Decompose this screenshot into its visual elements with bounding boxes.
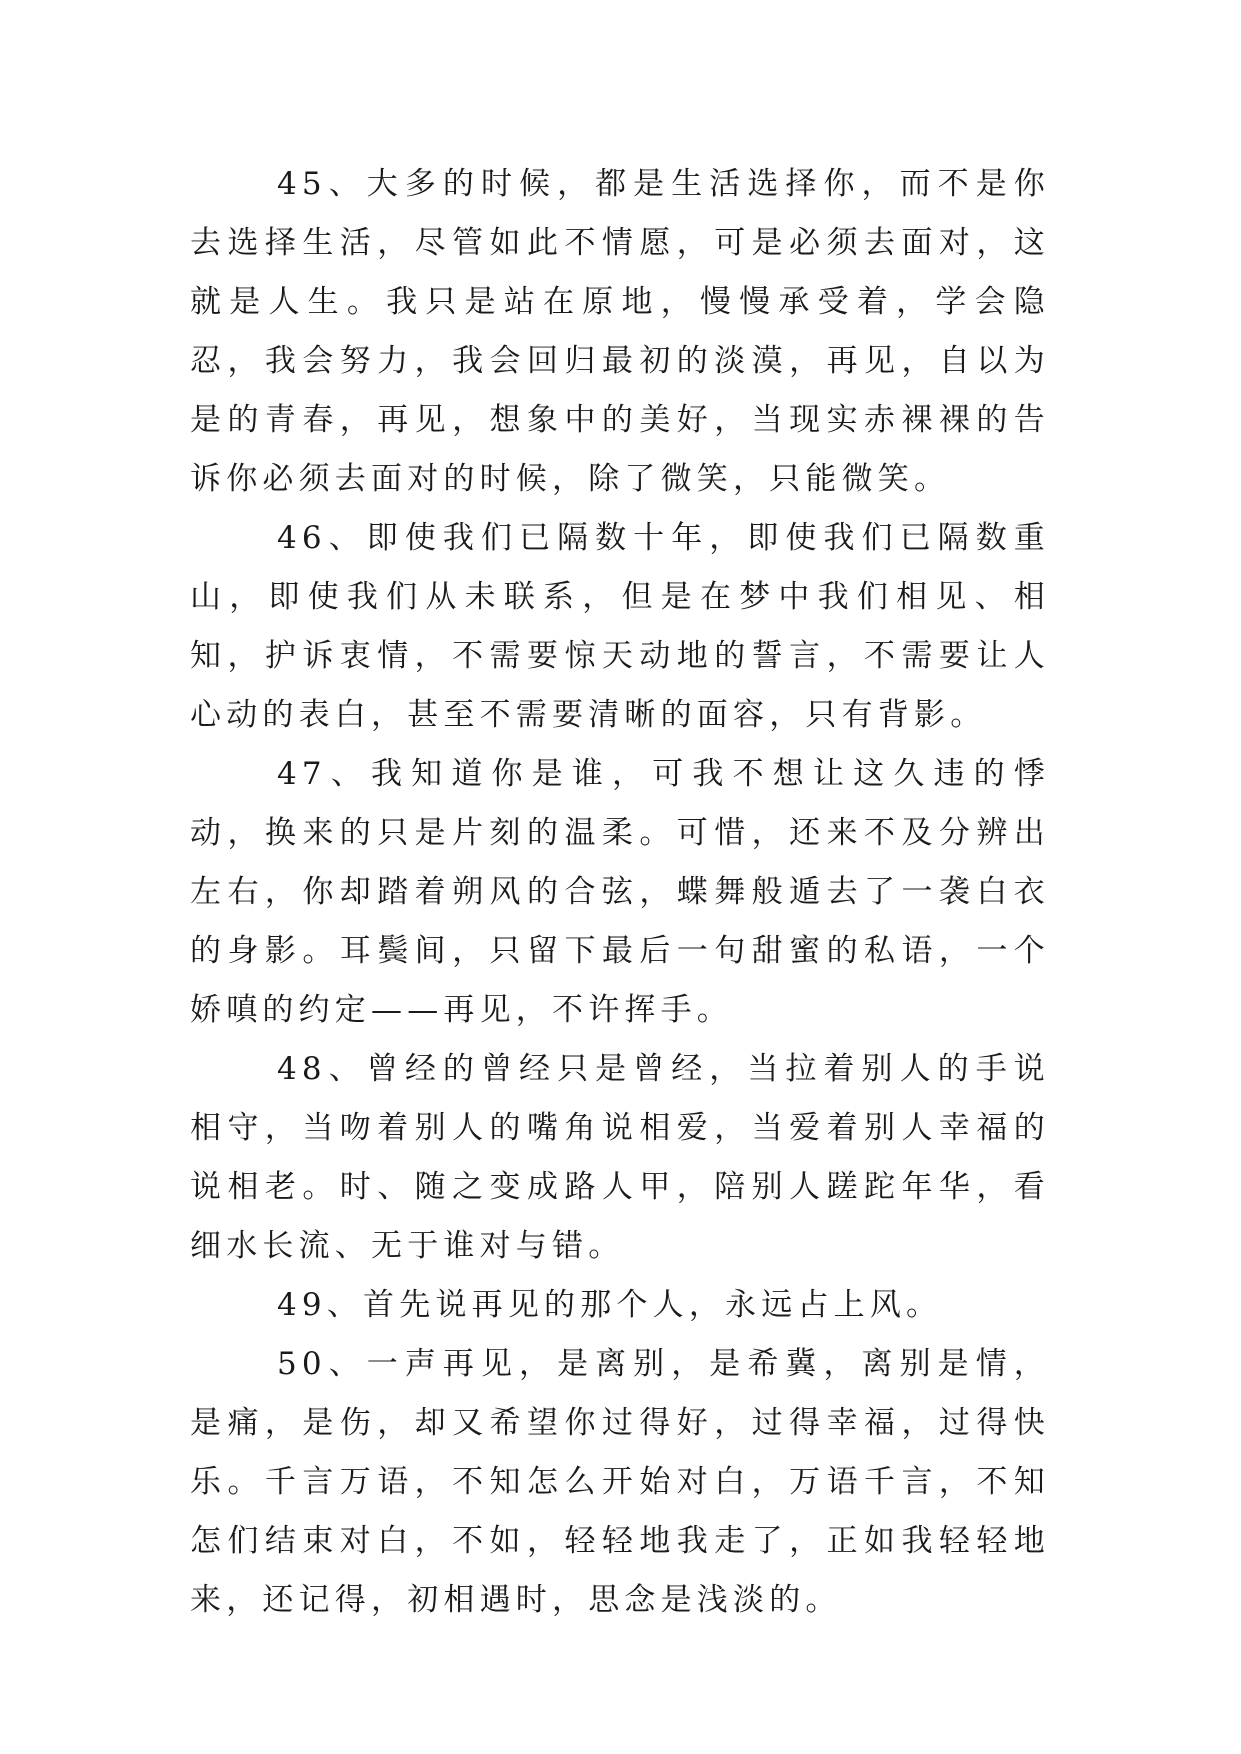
paragraph-47: 47、我知道你是谁，可我不想让这久违的悸动，换来的只是片刻的温柔。可惜，还来不及分辨出左右，你却踏着朔风的合弦，蝶舞般遁去了一袭白衣的身影。耳鬓间，只留下最后一句甜蜜的私语，一个娇嗔的约定——再见，不许挥手。 (190, 756, 1050, 1028)
document-body (190, 155, 1050, 1630)
paragraph-50: 50、一声再见，是离别，是希冀，离别是情，是痛，是伤，却又希望你过得好，过得幸福，过得快乐。千言万语，不知怎么开始对白，万语千言，不知怎们结束对白，不如，轻轻地我走了，正如我轻轻地来，还记得，初相遇时，思念是浅淡的。 (190, 1346, 1050, 1618)
paragraph-45: 45、大多的时候，都是生活选择你，而不是你去选择生活，尽管如此不情愿，可是必须去面对，这就是人生。我只是站在原地，慢慢承受着，学会隐忍，我会努力，我会回归最初的淡漠，再见，自以为是的青春，再见，想象中的美好，当现实赤裸裸的告诉你必须去面对的时候，除了微笑，只能微笑。 (190, 166, 1050, 497)
paragraph-48: 48、曾经的曾经只是曾经，当拉着别人的手说相守，当吻着别人的嘴角说相爱，当爱着别人幸福的说相老。时、随之变成路人甲，陪别人蹉跎年华，看细水长流、无于谁对与错。 (190, 1051, 1050, 1264)
paragraph-49: 49、首先说再见的那个人，永远占上风。 (277, 1287, 943, 1323)
paragraph-46: 46、即使我们已隔数十年，即使我们已隔数重山，即使我们从未联系，但是在梦中我们相见、相知，护诉衷情，不需要惊天动地的誓言，不需要让人心动的表白，甚至不需要清晰的面容，只有背影。 (190, 520, 1050, 733)
